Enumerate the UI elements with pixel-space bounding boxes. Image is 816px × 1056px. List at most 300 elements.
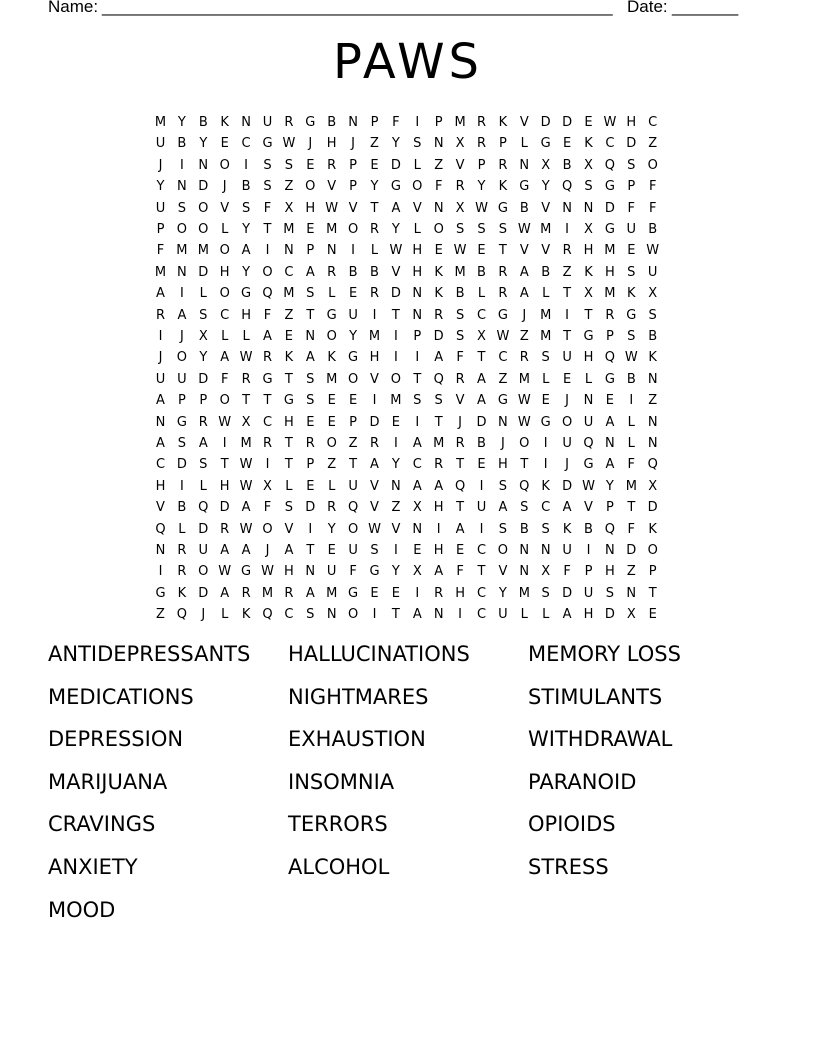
grid-letter: M <box>604 243 616 259</box>
grid-letter: U <box>177 371 187 387</box>
grid-letter: W <box>517 414 531 430</box>
grid-letter: F <box>627 457 636 473</box>
grid-letter: I <box>158 564 163 580</box>
grid-letter: V <box>541 243 551 259</box>
grid-letter: W <box>282 136 296 152</box>
grid-letter: A <box>284 543 294 558</box>
grid-letter: A <box>241 500 251 516</box>
grid-letter: G <box>604 179 615 195</box>
grid-letter: Q <box>454 478 466 494</box>
grid-letter: N <box>391 478 401 494</box>
grid-letter: H <box>605 264 615 280</box>
grid-letter: A <box>305 264 315 280</box>
grid-letter: I <box>393 543 398 558</box>
grid-letter: K <box>541 478 550 494</box>
grid-letter: T <box>391 307 400 323</box>
grid-letter: I <box>479 478 484 494</box>
grid-letter: R <box>498 264 508 280</box>
grid-letter: U <box>562 543 572 558</box>
grid-letter: F <box>263 307 272 323</box>
grid-letter: S <box>413 136 422 152</box>
grid-letter: H <box>369 350 380 366</box>
grid-letter: C <box>284 607 294 623</box>
grid-letter: T <box>306 307 315 323</box>
grid-letter: T <box>413 371 422 387</box>
grid-letter: U <box>562 350 572 366</box>
grid-letter: S <box>306 286 315 302</box>
grid-letter: P <box>349 179 358 195</box>
grid-letter: A <box>477 393 486 409</box>
grid-letter: R <box>498 286 508 302</box>
grid-letter: L <box>221 607 229 623</box>
name-line: ______________________________________________________ <box>102 0 613 16</box>
grid-letter: Z <box>284 179 294 195</box>
grid-letter: E <box>370 585 379 601</box>
grid-letter: D <box>198 264 209 280</box>
grid-letter: R <box>305 436 315 451</box>
grid-letter: S <box>541 350 550 366</box>
grid-letter: X <box>455 136 465 152</box>
grid-letter: M <box>540 307 552 323</box>
date-label: Date: <box>627 0 668 16</box>
grid-letter: W <box>453 243 467 259</box>
grid-letter: X <box>241 414 251 430</box>
grid-letter: N <box>326 607 337 623</box>
grid-letter: P <box>156 222 165 237</box>
grid-letter: C <box>476 585 487 601</box>
grid-letter: R <box>369 436 380 451</box>
grid-row <box>150 262 670 283</box>
grid-letter: M <box>368 329 381 344</box>
grid-letter: V <box>455 393 465 409</box>
grid-letter: N <box>519 157 530 173</box>
grid-letter: R <box>605 307 615 323</box>
grid-letter: I <box>479 521 484 537</box>
grid-row <box>150 369 670 390</box>
grid-letter: Z <box>156 607 165 623</box>
grid-letter: I <box>565 222 570 237</box>
grid-letter: C <box>241 136 251 152</box>
grid-letter: V <box>327 179 337 195</box>
grid-letter: V <box>284 521 294 537</box>
grid-letter: B <box>626 371 636 387</box>
grid-row <box>150 176 670 197</box>
grid-letter: O <box>219 393 230 409</box>
grid-letter: N <box>605 543 615 558</box>
grid-letter: V <box>370 371 379 387</box>
grid-row <box>150 433 670 454</box>
grid-letter: C <box>262 414 273 430</box>
grid-letter: Q <box>347 500 359 516</box>
grid-letter: C <box>284 264 294 280</box>
grid-letter: M <box>540 222 552 237</box>
grid-letter: O <box>326 329 337 344</box>
grid-letter: V <box>348 200 358 216</box>
grid-letter: S <box>541 521 550 537</box>
grid-letter: A <box>412 607 422 623</box>
grid-letter: S <box>498 478 508 494</box>
grid-letter: J <box>500 436 505 451</box>
grid-row <box>150 305 670 326</box>
grid-letter: Q <box>604 157 615 173</box>
grid-letter: D <box>562 115 573 130</box>
grid-letter: K <box>584 264 593 280</box>
grid-letter: C <box>155 457 166 473</box>
grid-letter: A <box>241 243 251 259</box>
grid-letter: J <box>201 607 206 623</box>
grid-letter: A <box>519 286 529 302</box>
grid-letter: Q <box>262 607 273 623</box>
grid-letter: L <box>584 371 593 387</box>
grid-letter: Z <box>648 393 658 409</box>
grid-letter: G <box>497 393 508 409</box>
grid-letter: U <box>198 543 209 558</box>
grid-letter: T <box>584 307 593 323</box>
grid-letter: X <box>584 157 593 173</box>
grid-letter: K <box>241 607 251 623</box>
grid-letter: S <box>306 607 315 623</box>
grid-letter: U <box>326 564 337 580</box>
grid-row <box>150 283 670 304</box>
grid-letter: T <box>391 607 400 623</box>
grid-letter: S <box>541 585 550 601</box>
grid-letter: A <box>156 286 165 302</box>
grid-letter: S <box>605 585 615 601</box>
grid-letter: R <box>434 457 444 473</box>
word-list-item: EXHAUSTION <box>288 727 426 752</box>
grid-letter: R <box>220 521 230 537</box>
grid-letter: I <box>393 436 398 451</box>
grid-letter: X <box>584 222 593 237</box>
grid-letter: H <box>605 564 615 580</box>
grid-letter: T <box>498 243 507 259</box>
grid-letter: A <box>391 200 401 216</box>
grid-letter: J <box>158 350 163 366</box>
grid-letter: G <box>540 414 551 430</box>
grid-letter: C <box>412 457 422 473</box>
grid-letter: I <box>393 350 398 366</box>
grid-letter: V <box>541 200 551 216</box>
grid-letter: I <box>543 457 548 473</box>
grid-letter: Q <box>519 478 530 494</box>
grid-letter: E <box>584 115 593 130</box>
grid-letter: G <box>283 393 294 409</box>
grid-row <box>150 240 670 261</box>
grid-letter: I <box>372 307 377 323</box>
grid-letter: A <box>412 436 422 451</box>
grid-letter: Y <box>177 115 186 130</box>
grid-letter: E <box>562 136 572 152</box>
grid-letter: I <box>629 393 634 409</box>
grid-letter: K <box>498 115 508 130</box>
grid-letter: R <box>177 564 187 580</box>
grid-letter: L <box>520 136 528 152</box>
grid-letter: T <box>263 222 272 237</box>
header <box>48 0 748 19</box>
grid-letter: A <box>519 264 529 280</box>
grid-letter: O <box>497 543 508 558</box>
grid-letter: S <box>263 157 272 173</box>
grid-letter: U <box>348 543 358 558</box>
grid-row <box>150 454 670 475</box>
grid-letter: D <box>562 478 573 494</box>
grid-letter: V <box>220 200 230 216</box>
grid-letter: N <box>540 543 551 558</box>
grid-letter: F <box>627 200 636 216</box>
grid-letter: E <box>327 393 336 409</box>
grid-letter: J <box>565 393 570 409</box>
grid-letter: S <box>199 457 208 473</box>
grid-letter: K <box>434 286 443 302</box>
grid-letter: S <box>455 329 465 344</box>
grid-letter: M <box>326 222 338 237</box>
grid-letter: V <box>584 500 593 516</box>
page-title: PAWS <box>332 34 483 90</box>
grid-letter: G <box>604 371 615 387</box>
grid-letter: S <box>477 222 486 237</box>
grid-letter: H <box>155 478 166 494</box>
grid-letter: X <box>412 564 422 580</box>
grid-row <box>150 326 670 347</box>
grid-letter: S <box>413 393 422 409</box>
grid-letter: D <box>176 457 187 473</box>
grid-letter: N <box>583 393 594 409</box>
word-list-item: HALLUCINATIONS <box>288 642 470 666</box>
grid-letter: L <box>221 222 229 237</box>
grid-letter: B <box>477 436 486 451</box>
grid-letter: W <box>218 414 232 430</box>
grid-letter: Y <box>156 179 165 195</box>
grid-letter: K <box>562 521 572 537</box>
grid-letter: K <box>584 136 593 152</box>
grid-letter: W <box>239 350 253 366</box>
grid-letter: W <box>517 393 531 409</box>
grid-letter: S <box>584 179 593 195</box>
grid-letter: O <box>347 222 359 237</box>
grid-letter: D <box>604 200 615 216</box>
grid-letter: Y <box>541 179 550 195</box>
grid-letter: B <box>541 264 551 280</box>
grid-letter: T <box>242 393 251 409</box>
grid-letter: D <box>476 414 487 430</box>
grid-letter: L <box>413 157 421 173</box>
grid-letter: H <box>626 115 637 130</box>
grid-letter: M <box>283 286 295 302</box>
grid-letter: U <box>348 307 358 323</box>
grid-letter: Z <box>434 157 444 173</box>
grid-letter: H <box>241 307 251 323</box>
grid-letter: P <box>498 136 507 152</box>
grid-letter: R <box>369 286 380 302</box>
grid-letter: O <box>176 222 187 237</box>
grid-letter: A <box>412 478 422 494</box>
grid-letter: P <box>349 157 358 173</box>
grid-letter: Y <box>242 222 251 237</box>
grid-letter: H <box>412 243 423 259</box>
grid-letter: X <box>648 478 658 494</box>
grid-letter: I <box>308 521 313 537</box>
grid-letter: N <box>155 414 166 430</box>
grid-letter: N <box>412 286 423 302</box>
grid-letter: H <box>412 264 423 280</box>
grid-letter: J <box>265 543 270 558</box>
grid-letter: L <box>328 478 336 494</box>
grid-letter: W <box>496 329 510 344</box>
grid-letter: H <box>284 564 294 580</box>
grid-letter: M <box>454 115 466 130</box>
word-list-item: INSOMNIA <box>288 769 395 794</box>
grid-letter: Z <box>391 500 401 516</box>
grid-letter: O <box>219 286 230 302</box>
grid-letter: E <box>220 136 229 152</box>
grid-letter: Q <box>583 436 594 451</box>
grid-letter: N <box>583 200 594 216</box>
grid-letter: N <box>177 264 187 280</box>
grid-letter: J <box>308 136 313 152</box>
grid-letter: S <box>455 222 465 237</box>
grid-letter: E <box>455 543 465 558</box>
grid-letter: G <box>262 136 273 152</box>
grid-letter: N <box>647 436 658 451</box>
grid-letter: J <box>351 136 356 152</box>
grid-letter: I <box>179 478 184 494</box>
grid-letter: B <box>348 264 358 280</box>
grid-letter: I <box>415 585 420 601</box>
grid-letter: N <box>348 115 358 130</box>
grid-letter: T <box>520 457 529 473</box>
grid-letter: E <box>348 286 358 302</box>
word-list-item: STRESS <box>528 855 609 879</box>
grid-letter: A <box>220 543 230 558</box>
grid-letter: K <box>220 115 229 130</box>
grid-letter: R <box>498 157 508 173</box>
grid-letter: T <box>563 329 572 344</box>
grid-letter: Y <box>242 264 251 280</box>
grid-letter: O <box>433 222 444 237</box>
word-list-item: STIMULANTS <box>528 684 663 709</box>
grid-letter: K <box>284 350 294 366</box>
grid-letter: R <box>434 307 444 323</box>
grid-letter: S <box>627 329 636 344</box>
grid-letter: P <box>648 564 657 580</box>
grid-letter: M <box>518 585 530 601</box>
grid-letter: I <box>458 607 463 623</box>
grid-letter: G <box>497 200 508 216</box>
grid-letter: R <box>198 414 208 430</box>
grid-letter: S <box>241 200 251 216</box>
grid-letter: C <box>476 307 487 323</box>
grid-letter: B <box>648 222 658 237</box>
grid-letter: V <box>391 521 401 537</box>
grid-letter: H <box>455 585 465 601</box>
grid-letter: C <box>605 136 615 152</box>
grid-letter: N <box>326 243 337 259</box>
grid-letter: O <box>326 436 337 451</box>
grid-letter: A <box>434 478 444 494</box>
grid-letter: Q <box>604 350 615 366</box>
grid-letter: R <box>177 543 187 558</box>
grid-letter: B <box>370 264 379 280</box>
grid-letter: B <box>562 157 572 173</box>
grid-letter: T <box>434 414 443 430</box>
grid-letter: B <box>327 115 337 130</box>
grid-letter: H <box>583 243 594 259</box>
grid-letter: H <box>219 478 230 494</box>
grid-letter: T <box>563 286 572 302</box>
grid-letter: M <box>240 436 252 451</box>
grid-letter: R <box>476 136 487 152</box>
grid-letter: P <box>477 157 486 173</box>
grid-letter: D <box>390 286 401 302</box>
grid-letter: K <box>627 286 636 302</box>
grid-letter: J <box>222 179 227 195</box>
grid-letter: R <box>262 436 273 451</box>
grid-letter: P <box>434 115 443 130</box>
grid-letter: E <box>306 414 315 430</box>
grid-letter: V <box>370 478 379 494</box>
grid-letter: G <box>326 307 337 323</box>
grid-letter: S <box>498 521 508 537</box>
grid-letter: M <box>540 329 552 344</box>
grid-letter: S <box>263 179 272 195</box>
grid-letter: N <box>647 371 658 387</box>
grid-letter: U <box>583 585 594 601</box>
grid-letter: N <box>626 585 637 601</box>
grid-letter: E <box>306 478 315 494</box>
grid-letter: N <box>412 307 423 323</box>
grid-letter: N <box>305 564 316 580</box>
grid-letter: R <box>262 350 273 366</box>
grid-letter: G <box>390 179 401 195</box>
grid-letter: B <box>177 500 187 516</box>
grid-letter: I <box>179 286 184 302</box>
grid-letter: M <box>518 371 530 387</box>
grid-letter: X <box>455 200 465 216</box>
name-label: Name: <box>48 0 99 16</box>
grid-letter: Y <box>199 136 208 152</box>
grid-letter: Q <box>262 286 273 302</box>
grid-letter: L <box>520 607 528 623</box>
grid-letter: Z <box>519 329 529 344</box>
grid-letter: S <box>177 200 187 216</box>
grid-letter: G <box>583 329 594 344</box>
grid-letter: X <box>477 329 486 344</box>
grid-letter: O <box>412 179 423 195</box>
grid-letter: P <box>584 564 593 580</box>
grid-letter: G <box>241 564 252 580</box>
grid-letter: K <box>648 350 657 366</box>
grid-letter: A <box>220 350 230 366</box>
grid-letter: Q <box>561 179 573 195</box>
grid-row <box>150 133 670 154</box>
grid-letter: E <box>327 414 336 430</box>
grid-letter: I <box>415 414 420 430</box>
grid-letter: U <box>476 500 487 516</box>
grid-letter: O <box>262 264 273 280</box>
grid-letter: N <box>433 136 444 152</box>
grid-letter: M <box>454 264 466 280</box>
grid-letter: C <box>220 307 230 323</box>
grid-letter: N <box>647 414 658 430</box>
grid-letter: E <box>648 607 657 623</box>
grid-letter: X <box>284 200 294 216</box>
grid-letter: V <box>455 157 465 173</box>
grid-letter: R <box>455 371 465 387</box>
grid-letter: N <box>562 200 572 216</box>
grid-letter: L <box>413 222 421 237</box>
grid-letter: B <box>648 329 658 344</box>
grid-letter: Z <box>648 136 658 152</box>
